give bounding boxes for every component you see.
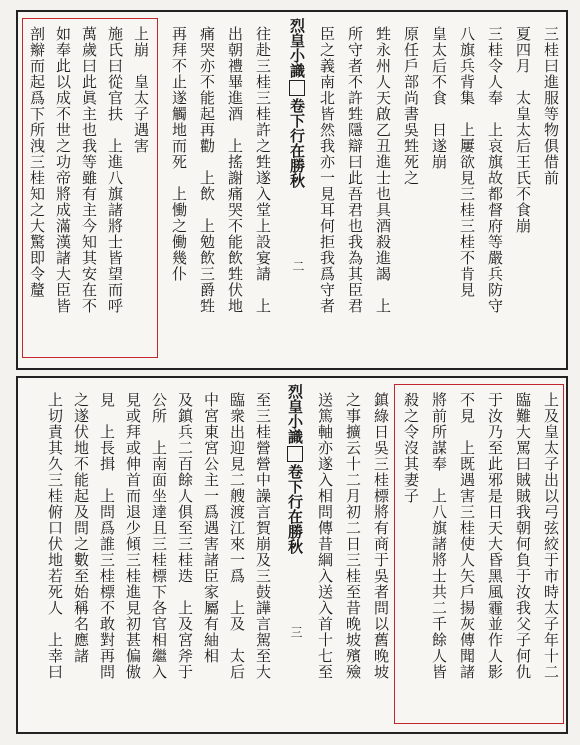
top-page-block: [16, 10, 568, 370]
text-column: 將前所謀奉 上八旗諸將士共二千餘人皆: [430, 392, 448, 680]
text-column: 至三桂營營中譟言賀崩及三鼓譁言駕至大: [254, 392, 272, 680]
text-column: 上及皇太子出以弓弦絞于市時太子年十二: [542, 392, 560, 680]
text-column: 往赴三桂三桂許之甡遂入堂上設宴請 上: [254, 26, 272, 314]
text-column: 鎮綠日吳三桂標將有商于吳者問以舊晚坡: [372, 392, 390, 680]
text-column: 八旗兵背集 上屢欲見三桂三桂不肯見: [458, 26, 476, 298]
text-column: 臨衆出迎見二艘渡江來一爲 上及 太后: [228, 392, 246, 680]
folio-number: 二: [291, 260, 305, 272]
text-column: 及鎮兵二百餘人俱至三桂迭 上及宮斧于: [176, 392, 194, 680]
text-column: 如奉此以成不世之功帝將成滿漢諸大臣皆: [54, 26, 72, 314]
text-column: 皇太后不食 日遂崩: [430, 26, 448, 170]
header-volume: 卷下行在勝秋: [286, 464, 304, 554]
header-volume: 卷下行在勝秋: [288, 98, 306, 188]
text-column: 上切責其久三桂俯口伏地若死人 上幸曰: [46, 392, 64, 680]
text-column: 公所 上南面坐達且三桂標下各官相繼入: [150, 392, 168, 680]
folio-number: 三: [289, 626, 303, 638]
text-column: 之遂伏地不能起及問之數至始稱名應諸: [72, 392, 90, 664]
running-header: [284, 18, 310, 188]
running-header: [282, 384, 308, 554]
text-column: 殺之令沒其妻子: [402, 392, 420, 504]
bottom-page-block: [16, 376, 568, 734]
text-column: 再拜不止遂觸地而死 上慟之働幾仆: [170, 26, 188, 282]
book-page: [6, 4, 574, 740]
text-column: 甡永州人天啟乙丑進士也具酒殺進謁 上: [374, 26, 392, 314]
text-column: 萬歲曰此眞主也我等雖有主今知其安在不: [80, 26, 98, 314]
text-column: 所守者不許甡隱辯曰此吾君也我為其臣君: [346, 26, 364, 314]
header-title: 烈皇小識: [286, 384, 304, 444]
text-column: 夏四月 太皇太后王氏不食崩: [514, 26, 532, 234]
text-column: 中宮東宮公主一爲遇害諸臣家屬有紬相: [202, 392, 220, 664]
text-column: 送篤軸亦遂入相問傳昔綱入送入首十七至: [316, 392, 334, 680]
text-column: 出朝禮畢進酒 上搖謝痛哭不能飲甡伏地: [226, 26, 244, 314]
fishtail-marker: [289, 80, 305, 96]
text-column: 見或拜或伸首而退少傾三桂進見初甚偏傲: [124, 392, 142, 680]
text-column: 不見 上既遇害三桂使人矢戶揚灰傳聞諸: [458, 392, 476, 680]
text-column: 原任戶部尚書吳甡死之: [402, 26, 420, 186]
header-title: 烈皇小識: [288, 18, 306, 78]
text-column: 之事擴云十二月初二日三桂至昔晚坡殯殮: [344, 392, 362, 680]
text-column: 三桂曰進服等物俱借前: [542, 26, 560, 186]
text-column: 剖辮而起爲下所洩三桂知之大驚即令釐: [28, 26, 46, 298]
text-column: 臣之義南北皆然我亦一見耳何拒我爲守者: [318, 26, 336, 314]
text-column: 見 上長揖 上問爲誰三桂標不敢對再問: [98, 392, 116, 680]
text-column: 臨難大罵曰賊賊我朝何負于汝我父子何仇: [514, 392, 532, 680]
text-column: 痛哭亦不能起再勸 上飲 上勉飲三爵甡: [198, 26, 216, 314]
text-column: 于汝乃至此邪是日天大昏黑風霾並作人影: [486, 392, 504, 680]
text-column: 三桂令人奉 上哀旗故都督府等嚴兵防守: [486, 26, 504, 314]
text-column: 施氏曰從官扶 上進八旗諸將士皆望而呼: [106, 26, 124, 314]
text-column: 上崩 皇太子遇害: [132, 26, 150, 154]
fishtail-marker: [287, 446, 303, 462]
